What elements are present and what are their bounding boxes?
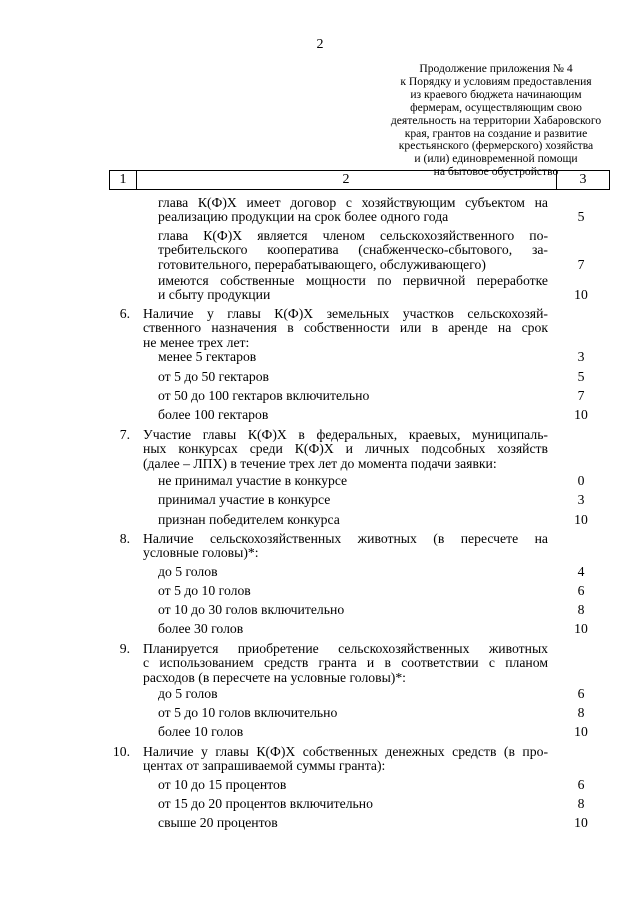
text-line: Наличие сельскохозяйственных животных (в пересчете на	[143, 531, 548, 546]
text-line: с использованием средств гранта и в соответствии с планом	[143, 655, 548, 671]
column-header-3: 3	[557, 170, 610, 190]
criterion-number: 10.	[112, 744, 130, 759]
score-value: 10	[574, 407, 588, 422]
score-value: 10	[574, 512, 588, 527]
score-value: 10	[574, 287, 588, 303]
score-value: 5	[577, 369, 585, 384]
option-text	[158, 797, 548, 811]
text-line: признан победителем конкурса	[158, 512, 340, 527]
text-line: от 10 до 30 голов включительно	[158, 602, 345, 617]
text-line: глава К(Ф)Х является членом сельскохозяйственного по-	[158, 228, 548, 243]
text-line: имеются собственные мощности по первичной переработке	[158, 273, 548, 288]
text-line: условные головы)*:	[143, 545, 259, 561]
option-text	[158, 350, 548, 364]
option-text	[158, 706, 548, 720]
criterion-number: 8.	[119, 531, 130, 546]
header-note-line: крестьянского (фермерского) хозяйства	[398, 139, 594, 153]
criterion-number: 6.	[119, 306, 130, 321]
score-value: 3	[577, 349, 585, 364]
score-value: 10	[574, 621, 588, 636]
text-line: свыше 20 процентов	[158, 815, 278, 830]
option-text	[158, 408, 548, 422]
column-header-2: 2	[136, 170, 557, 190]
text-line: и сбыту продукции	[158, 287, 271, 303]
text-line: от 5 до 10 голов включительно	[158, 705, 338, 720]
text-line: до 5 голов	[158, 686, 218, 701]
option-text	[158, 493, 548, 507]
criterion-text	[143, 307, 548, 350]
score-value: 7	[577, 256, 585, 272]
score-value: 4	[577, 564, 585, 579]
text-line: от 5 до 10 голов	[158, 583, 251, 598]
text-line: от 10 до 15 процентов	[158, 777, 287, 792]
text-line: до 5 голов	[158, 564, 218, 579]
option-text	[158, 474, 548, 488]
header-note-line: из краевого бюджета начинающим	[410, 87, 582, 101]
text-line: более 100 гектаров	[158, 407, 269, 422]
score-value: 0	[577, 473, 585, 488]
header-note-line: края, грантов на создание и развитие	[404, 126, 588, 140]
text-line: от 15 до 20 процентов включительно	[158, 796, 373, 811]
option-text	[158, 274, 548, 303]
text-line: принимал участие в конкурсе	[158, 492, 331, 507]
column-header-1: 1	[109, 170, 137, 190]
text-line: более 30 голов	[158, 621, 244, 636]
criterion-text	[143, 532, 548, 561]
option-text	[158, 229, 548, 272]
score-value: 6	[577, 777, 585, 792]
text-line: Наличие у главы К(Ф)Х земельных участков сельскохозяй-	[143, 306, 548, 321]
text-line: не менее трех лет:	[143, 334, 250, 350]
text-line: от 5 до 50 гектаров	[158, 369, 270, 384]
option-text	[158, 370, 548, 384]
criterion-number: 9.	[119, 641, 130, 656]
option-text	[158, 389, 548, 403]
header-note-line: фермерам, осуществляющим свою	[410, 100, 582, 114]
text-line: расходов (в пересчете на условные головы)*:	[143, 669, 406, 685]
score-value: 10	[574, 724, 588, 739]
header-note-line: к Порядку и условиям предоставления	[400, 74, 592, 88]
header-note-line: Продолжение приложения № 4	[419, 62, 573, 75]
option-text	[158, 622, 548, 636]
option-text	[158, 725, 548, 739]
text-line: Наличие у главы К(Ф)Х собственных денежных средств (в про-	[143, 744, 548, 759]
option-text	[158, 603, 548, 617]
text-line: центах от запрашиваемой суммы гранта):	[143, 758, 386, 774]
score-value: 8	[577, 796, 585, 811]
text-line: (далее – ЛПХ) в течение трех лет до момента подачи заявки:	[143, 455, 497, 471]
text-line: Участие главы К(Ф)Х в федеральных, краевых, муниципаль-	[143, 427, 548, 442]
text-line: реализацию продукции на срок более одного года	[158, 209, 449, 225]
score-value: 7	[577, 388, 585, 403]
option-text	[158, 778, 548, 792]
score-value: 3	[577, 492, 585, 507]
text-line: готовительного, перерабатывающего, обслуживающего)	[158, 256, 486, 272]
header-note-line: деятельность на территории Хабаровского	[390, 113, 602, 127]
header-note-line: и (или) единовременной помощи	[414, 152, 578, 166]
header-note-line: на бытовое обустройство	[433, 165, 559, 179]
text-line: не принимал участие в конкурсе	[158, 473, 348, 488]
criterion-text	[143, 642, 548, 685]
score-value: 8	[577, 602, 585, 617]
score-value: 6	[577, 583, 585, 598]
option-text	[158, 816, 548, 830]
text-line: глава К(Ф)Х имеет договор с хозяйствующим субъектом на	[158, 195, 548, 210]
text-line: требительского кооператива (снабженческо-сбытового, за-	[158, 242, 548, 258]
option-text	[158, 584, 548, 598]
score-value: 10	[574, 815, 588, 830]
text-line: ных конкурсах среди К(Ф)Х и личных подсобных хозяйств	[143, 441, 548, 457]
score-value: 8	[577, 705, 585, 720]
text-line: более 10 голов	[158, 724, 244, 739]
text-line: от 50 до 100 гектаров включительно	[158, 388, 370, 403]
criterion-text	[143, 428, 548, 471]
text-line: Планируется приобретение сельскохозяйственных животных	[143, 641, 548, 656]
option-text	[158, 513, 548, 527]
option-text	[158, 565, 548, 579]
criterion-number: 7.	[119, 427, 130, 442]
page-number: 2	[316, 37, 324, 52]
option-text	[158, 196, 548, 225]
score-value: 6	[577, 686, 585, 701]
option-text	[158, 687, 548, 701]
score-value: 5	[577, 209, 585, 225]
criterion-text	[143, 745, 548, 774]
text-line: менее 5 гектаров	[158, 349, 257, 364]
text-line: ственного назначения в собственности или в аренде на срок	[143, 320, 548, 336]
